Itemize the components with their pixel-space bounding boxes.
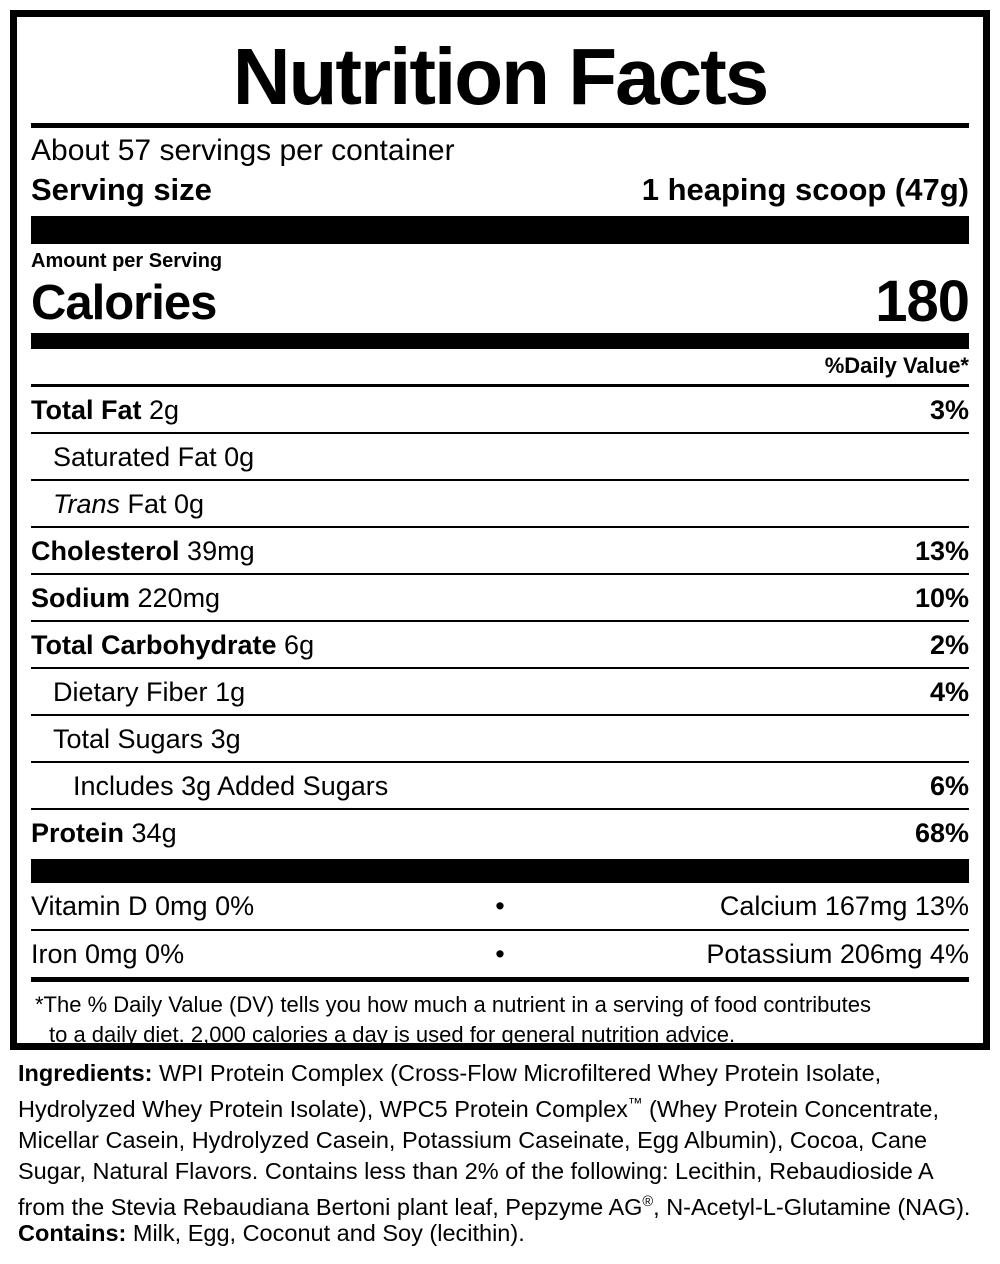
divider-thick-bottom	[31, 859, 969, 883]
total-sugars-label: Total Sugars	[53, 724, 204, 754]
protein-amount: 34g	[131, 818, 177, 848]
trans-fat-rest: Fat 0g	[120, 489, 205, 519]
row-saturated-fat	[31, 432, 969, 479]
row-total-fat	[31, 384, 969, 432]
ingredients-heading: Ingredients:	[18, 1060, 153, 1086]
row-total-carbohydrate	[31, 620, 969, 667]
sodium-label: Sodium	[31, 583, 130, 613]
contains-section	[18, 1218, 982, 1249]
row-trans-fat	[31, 479, 969, 526]
row-cholesterol	[31, 526, 969, 573]
contains-text: Milk, Egg, Coconut and Soy (lecithin).	[126, 1220, 525, 1246]
dietary-fiber-amount: 1g	[215, 677, 246, 707]
row-added-sugars	[31, 761, 969, 808]
total-sugars-amount: 3g	[210, 724, 241, 754]
iron-value: Iron 0mg 0%	[31, 939, 185, 969]
saturated-fat-label: Saturated Fat	[53, 442, 217, 472]
vitamins-table	[31, 883, 969, 977]
daily-value-header: %Daily Value*	[824, 353, 969, 378]
nutrition-facts-panel	[10, 10, 990, 1050]
servings-per-container: About 57 servings per container	[31, 134, 455, 167]
dietary-fiber-dv: 4%	[929, 677, 969, 707]
footnote-line-2: to a daily diet. 2,000 calories a day is used for general nutrition advice.	[49, 1022, 736, 1047]
serving-size-row	[31, 170, 969, 216]
calories-label: Calories	[31, 276, 217, 330]
added-sugars-label: Includes 3g Added Sugars	[73, 771, 389, 801]
sodium-amount: 220mg	[137, 583, 221, 613]
table-row	[31, 883, 969, 931]
ingredients-text-part3: , N-Acetyl-L-Glutamine (NAG).	[653, 1193, 971, 1220]
calcium-value: Calcium 167mg 13%	[719, 891, 969, 921]
total-fat-label: Total Fat	[31, 395, 142, 425]
amount-per-serving-label: Amount per Serving	[31, 250, 223, 272]
serving-size-label: Serving size	[31, 172, 212, 207]
page-title: Nutrition Facts	[232, 32, 768, 121]
registered-symbol: ®	[642, 1193, 654, 1210]
divider-under-calories	[31, 333, 969, 349]
total-carbohydrate-label: Total Carbohydrate	[31, 630, 277, 660]
potassium-value: Potassium 206mg 4%	[706, 939, 969, 969]
total-fat-amount: 2g	[149, 395, 180, 425]
row-protein	[31, 808, 969, 855]
cholesterol-dv: 13%	[914, 536, 969, 566]
vitamin-d-value: Vitamin D 0mg 0%	[31, 891, 255, 921]
trans-fat-italic: Trans	[53, 489, 121, 519]
calories-row	[31, 269, 969, 334]
saturated-fat-amount: 0g	[224, 442, 255, 472]
separator-dot: •	[495, 939, 505, 969]
calories-value: 180	[875, 269, 969, 334]
total-fat-dv: 3%	[929, 395, 969, 425]
cholesterol-amount: 39mg	[187, 536, 255, 566]
dietary-fiber-label: Dietary Fiber	[53, 677, 208, 707]
sodium-dv: 10%	[914, 583, 969, 613]
added-sugars-dv: 6%	[929, 771, 969, 801]
serving-size-value: 1 heaping scoop (47g)	[641, 172, 969, 207]
protein-label: Protein	[31, 818, 125, 848]
separator-dot: •	[495, 891, 505, 921]
ingredients-text-part1: WPI Protein Complex (Cross-Flow Microfiltered Whey Protein Isolate, Hydrolyzed Whey Protein Isolate), WPC5 Protein Complex	[18, 1060, 882, 1122]
trademark-symbol: ™	[627, 1096, 643, 1112]
row-dietary-fiber	[31, 667, 969, 714]
daily-value-footnote	[31, 982, 969, 1050]
footnote-line-1: *The % Daily Value (DV) tells you how much a nutrient in a serving of food contributes	[35, 992, 871, 1017]
row-sodium	[31, 573, 969, 620]
total-carbohydrate-dv: 2%	[929, 630, 969, 660]
row-total-sugars	[31, 714, 969, 761]
contains-heading: Contains:	[18, 1220, 127, 1246]
ingredients-text-part2: (Whey Protein Concentrate, Micellar Casein, Hydrolyzed Casein, Potassium Caseinate, Egg Albumin), Cocoa, Cane Sugar, Natural Flavors. Contains less than 2% of the following: Lecithin, Rebaudioside A from the Stevia Rebaudiana Bertoni plant leaf, Pepzyme AG	[18, 1095, 939, 1220]
total-carbohydrate-amount: 6g	[284, 630, 315, 660]
divider-thick-top	[31, 216, 969, 244]
protein-dv: 68%	[914, 818, 969, 848]
ingredients-section	[18, 1058, 982, 1223]
table-row	[31, 931, 969, 977]
cholesterol-label: Cholesterol	[31, 536, 180, 566]
